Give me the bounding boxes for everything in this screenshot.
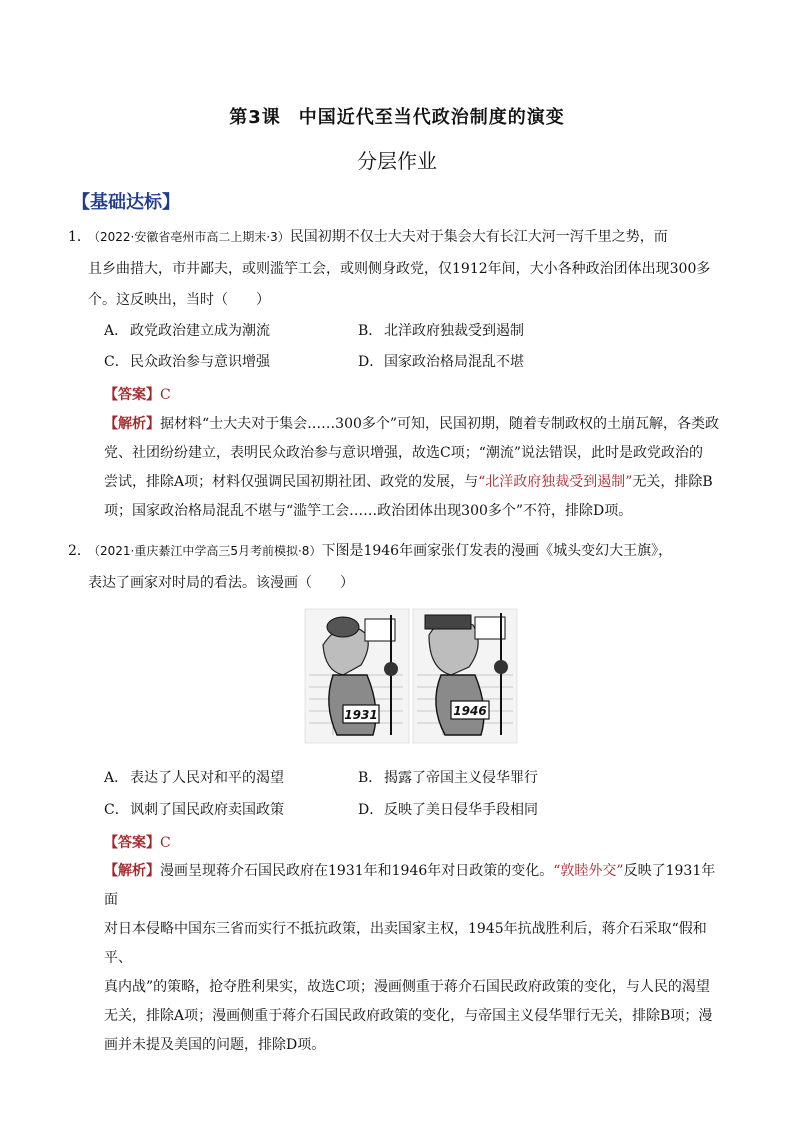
option-d[interactable] bbox=[358, 799, 538, 819]
answer-value: C bbox=[160, 387, 171, 403]
question-source: （2021·重庆綦江中学高三5月考前模拟·8） bbox=[88, 544, 322, 558]
cartoon-image bbox=[303, 605, 519, 747]
answer-line bbox=[104, 832, 171, 852]
explanation-text: 漫画呈现蒋介石国民政府在1931年和1946年对日政策的变化。 bbox=[160, 863, 554, 879]
option-c[interactable] bbox=[104, 351, 270, 371]
option-text: 民众政治参与意识增强 bbox=[130, 354, 270, 370]
option-letter: A． bbox=[104, 323, 129, 339]
explanation-line: 项；国家政治格局混乱不堪与“滥竽工会……政治团体出现300多个”不符，排除D项。 bbox=[104, 503, 633, 519]
explanation-tag: 【解析】 bbox=[104, 863, 160, 879]
explanation-line: 对日本侵略中国东三省而实行不抵抗政策，出卖国家主权，1945年抗战胜利后，蒋介石采取“假和平、 bbox=[104, 921, 707, 966]
question-2-stem bbox=[68, 536, 728, 599]
lesson-title: 中国近代至当代政治制度的演变 bbox=[298, 107, 565, 128]
stem-text: 民国初期不仅士大夫对于集会大有长江大河一泻千里之势，而 bbox=[289, 229, 668, 245]
explanation-line: 党、社团纷纷建立，表明民众政治参与意识增强，故选C项；“潮流”说法错误，此时是政党政治的 bbox=[104, 445, 704, 461]
explanation-1 bbox=[104, 410, 724, 526]
cartoon-label-1931: 1931 bbox=[344, 708, 378, 722]
options-row bbox=[104, 767, 704, 789]
explanation-text: 反映了1931年面 bbox=[104, 863, 716, 908]
option-text: 北洋政府独裁受到遏制 bbox=[384, 323, 524, 339]
explanation-line: 画并未提及美国的问题，排除D项。 bbox=[104, 1037, 326, 1053]
explanation-line bbox=[104, 410, 724, 439]
stem-line: 且乡曲措大，市井鄙夫，或则滥竽工会，或则侧身政党，仅1912年间，大小各种政治团体出现300多 bbox=[88, 260, 711, 277]
option-text: 讽刺了国民政府卖国政策 bbox=[130, 802, 284, 818]
options-row bbox=[104, 351, 704, 373]
answer-value: C bbox=[160, 835, 171, 851]
highlighted-quote: “北洋政府独裁受到遏制” bbox=[478, 474, 633, 490]
explanation-line: 真内战”的策略，抢夺胜利果实，故选C项；漫画侧重于蒋介石国民政府政策的变化，与人民的渴望 bbox=[104, 979, 710, 995]
cartoon-panel-1931 bbox=[305, 609, 409, 743]
option-letter: D． bbox=[358, 354, 384, 370]
stem-text: 下图是1946年画家张仃发表的漫画《城头变幻大王旗》， bbox=[321, 543, 673, 559]
lesson-number: 第3课 bbox=[229, 107, 281, 128]
option-a[interactable] bbox=[104, 320, 270, 340]
option-text: 反映了美日侵华手段相同 bbox=[384, 802, 538, 818]
option-a[interactable] bbox=[104, 767, 284, 787]
question-1-stem bbox=[68, 222, 728, 317]
answer-tag: 【答案】 bbox=[104, 835, 160, 851]
section-heading: 【基础达标】 bbox=[72, 192, 180, 213]
page-title bbox=[0, 103, 794, 129]
option-d[interactable] bbox=[358, 351, 524, 371]
cartoon-label-1946: 1946 bbox=[453, 704, 487, 718]
highlighted-quote: “敦睦外交” bbox=[553, 863, 624, 879]
option-b[interactable] bbox=[358, 320, 524, 340]
page-subtitle: 分层作业 bbox=[357, 149, 437, 173]
options-row bbox=[104, 320, 704, 342]
option-text: 表达了人民对和平的渴望 bbox=[130, 770, 284, 786]
stem-line bbox=[88, 222, 728, 254]
stem-line bbox=[88, 536, 728, 568]
stem-line: 表达了画家对时局的看法。该漫画（ ） bbox=[88, 574, 354, 591]
option-c[interactable] bbox=[104, 799, 284, 819]
answer-tag: 【答案】 bbox=[104, 387, 160, 403]
options-row bbox=[104, 799, 704, 821]
explanation-line bbox=[104, 857, 724, 915]
option-b[interactable] bbox=[358, 767, 538, 787]
option-letter: B． bbox=[358, 323, 383, 339]
explanation-line bbox=[104, 468, 724, 497]
option-letter: C． bbox=[104, 354, 129, 370]
answer-line bbox=[104, 384, 171, 404]
option-letter: D． bbox=[358, 802, 384, 818]
explanation-tag: 【解析】 bbox=[104, 416, 160, 432]
question-source: （2022·安徽省亳州市高二上期末·3） bbox=[88, 230, 290, 244]
cartoon-panel-1946 bbox=[413, 609, 517, 743]
explanation-text: 尝试，排除A项；材料仅强调民国初期社团、政党的发展，与 bbox=[104, 474, 479, 490]
option-letter: B． bbox=[358, 770, 383, 786]
option-text: 揭露了帝国主义侵华罪行 bbox=[384, 770, 538, 786]
question-number: 2． bbox=[68, 543, 91, 559]
option-letter: C． bbox=[104, 802, 129, 818]
option-letter: A． bbox=[104, 770, 129, 786]
explanation-text: 无关，排除B bbox=[632, 474, 713, 490]
explanation-text: 据材料“士大夫对于集会……300多个”可知，民国初期，随着专制政权的土崩瓦解，各类政 bbox=[160, 416, 720, 432]
question-number: 1． bbox=[68, 229, 91, 245]
explanation-line: 无关，排除A项；漫画侧重于蒋介石国民政府政策的变化，与帝国主义侵华罪行无关，排除B项；漫 bbox=[104, 1008, 713, 1024]
option-text: 政党政治建立成为潮流 bbox=[130, 323, 270, 339]
stem-line: 个。这反映出，当时（ ） bbox=[88, 292, 270, 308]
option-text: 国家政治格局混乱不堪 bbox=[384, 354, 524, 370]
explanation-2 bbox=[104, 857, 724, 1060]
